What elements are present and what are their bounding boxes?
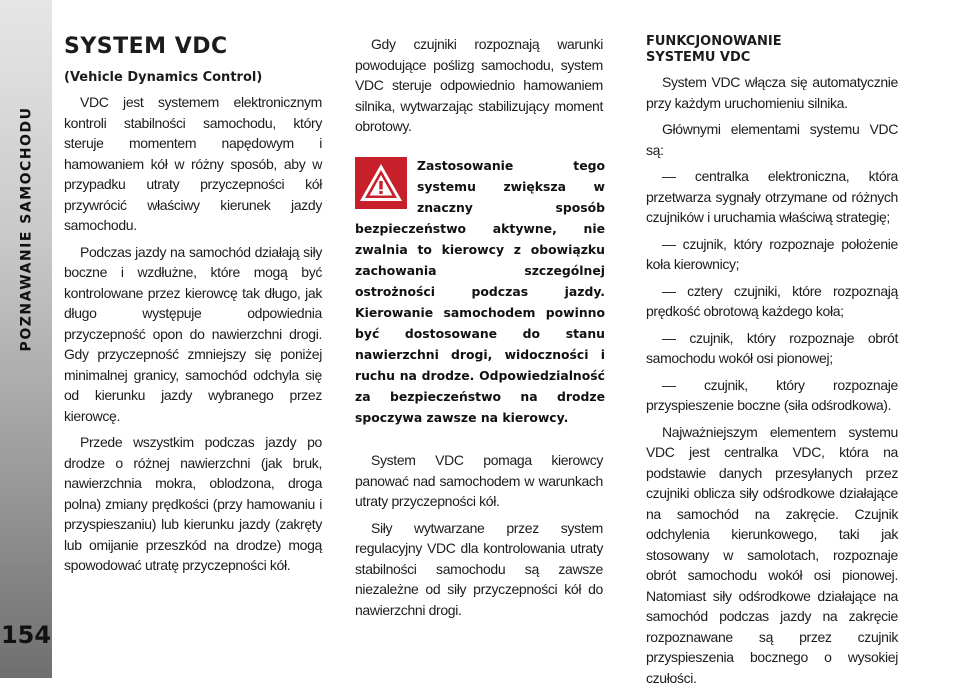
subsection-heading: FUNKCJONOWANIE SYSTEMU VDC (646, 34, 782, 65)
section-label: POZNAWANIE SAMOCHODU (18, 106, 35, 352)
list-item: — czujnik, który rozpoznaje położenie koła kierownicy; (646, 235, 898, 272)
list-item: — cztery czujniki, które rozpoznają prędkość obrotową każdego koła; (646, 282, 898, 319)
paragraph: Głównymi elementami systemu VDC są: (646, 121, 898, 158)
paragraph: Najważniejszym elementem systemu VDC jest centralka VDC, która na podstawie danych przesyłanych przez czujniki oblicza siły odśrodkowe działające na samochód na zakręcie. Czujnik odchylenia kierunkowego, taki jak stosowany w samolotach, rozpoznaje obrót samochodu wokół osi pionowej. Natomiast siły odśrodkowe działające na samochód podczas jazdy na zakręcie rozpoznawane są przez czujnik przyspieszenia bocznego o wysokiej czułości. (646, 423, 898, 686)
section-title: SYSTEM VDC (64, 34, 228, 59)
sidebar (0, 0, 52, 678)
warning-lead: Zastosowanie tego systemu zwiększa w znaczny sposób bezpieczeństwo (355, 158, 605, 236)
section-subtitle: (Vehicle Dynamics Control) (64, 70, 263, 85)
list-item: — czujnik, który rozpoznaje przyspieszenie boczne (siła odśrodkowa). (646, 376, 898, 413)
column-3 (646, 34, 898, 694)
warning-text: aktywne, nie zwalnia to kierowcy z obowiązku zachowania szczególnej ostrożności podczas jazdy. Kierowanie samochodem powinno być dostosowane do stanu nawierzchni drogi, widoczności i ruchu na drodze. Odpowiedzialność za bezpieczeństwo na drodze spoczywa zawsze na kierowcy. (355, 221, 605, 425)
list-item: — czujnik, który rozpoznaje obrót samochodu wokół osi pionowej; (646, 329, 898, 366)
list-item: — centralka elektroniczna, która przetwarza sygnały otrzymane od różnych czujników i uruchamia właściwą strategię; (646, 168, 898, 225)
column-1 (64, 34, 322, 582)
warning-box (355, 155, 605, 428)
paragraph: Siły wytwarzane przez system regulacyjny VDC dla kontrolowania utraty stabilności samochodu są zawsze niezależne od siły przyczepności kół do nawierzchni drogi. (355, 519, 603, 618)
warning-triangle-icon (355, 157, 407, 209)
paragraph: Przede wszystkim podczas jazdy po drodze o różnej nawierzchni (jak bruk, nawierzchnia mokra, oblodzona, droga polna) zmiany prędkości (przy hamowaniu i przyspieszaniu) lub kierunku jazdy (zakręty lub omijanie przeszkód na drodze) mogą spowodować utratę przyczepności kół. (64, 434, 322, 573)
paragraph: Podczas jazdy na samochód działają siły boczne i wzdłużne, które mogą być kontrolowane przez kierowcę tak długo, jak długo występuje odpowiednia przyczepność opon do nawierzchni drogi. Gdy przyczepność zmniejszy się poniżej minimalnej granicy, samochód odchyla się od kierunku jazdy wybranego przez kierowcę. (64, 243, 322, 424)
paragraph: Gdy czujniki rozpoznają warunki powodujące poślizg samochodu, system VDC steruje odpowiednio hamowaniem silnika, wytwarzając stabilizujący moment obrotowy. (355, 36, 603, 134)
paragraph: System VDC włącza się automatycznie przy każdym uruchomieniu silnika. (646, 74, 898, 111)
page-number: 154 (0, 621, 52, 649)
paragraph: System VDC pomaga kierowcy panować nad samochodem w warunkach utraty przyczepności kół. (355, 452, 603, 509)
column-2-bottom (355, 450, 603, 626)
column-2 (355, 34, 603, 143)
paragraph: VDC jest systemem elektronicznym kontroli stabilności samochodu, który steruje momentem napędowym i hamowaniem kół w różny sposób, aby w przypadku utraty przyczepności kół przywrócić właściwy kierunek jazdy samochodu. (64, 94, 322, 233)
